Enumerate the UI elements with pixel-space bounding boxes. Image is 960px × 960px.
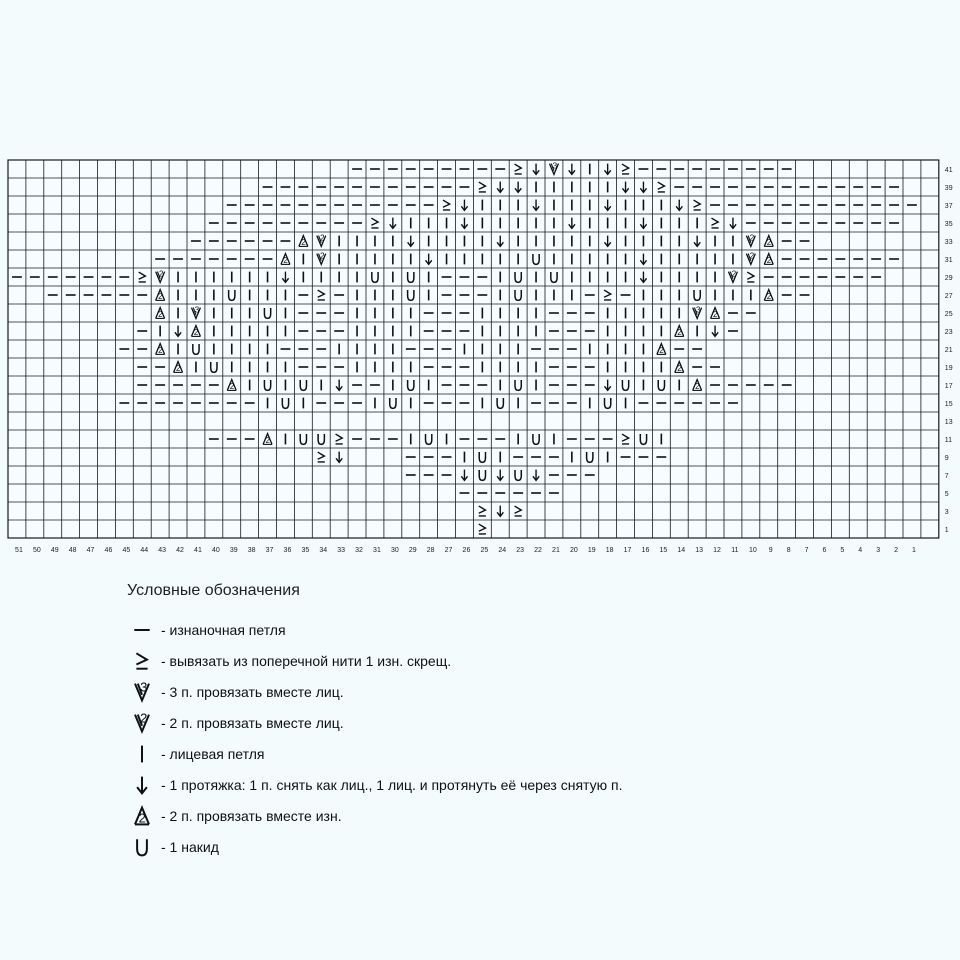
column-number: 11 (731, 547, 739, 554)
row-number: 21 (944, 347, 953, 354)
column-number: 25 (480, 547, 489, 554)
column-number: 22 (534, 547, 542, 554)
column-number: 36 (283, 547, 292, 554)
column-number: 14 (677, 547, 686, 554)
svg-text:2: 2 (695, 382, 700, 392)
column-number: 16 (641, 547, 650, 554)
column-number: 30 (390, 547, 399, 554)
legend-text: - вывязать из поперечной нити 1 изн. скрещ. (161, 652, 452, 669)
svg-text:2: 2 (158, 269, 164, 279)
column-number: 4 (858, 547, 863, 554)
column-number: 15 (659, 547, 668, 554)
svg-text:2: 2 (766, 238, 772, 248)
svg-text:2: 2 (140, 709, 148, 725)
row-number: 41 (944, 167, 953, 174)
legend-symbol (137, 839, 147, 855)
legend-text: - 1 протяжка: 1 п. снять как лиц., 1 лиц. и протянуть её через снятую п. (161, 776, 623, 793)
svg-text:2: 2 (229, 382, 235, 392)
legend-knit-icon (127, 739, 161, 769)
legend-symbol (135, 807, 149, 825)
svg-text:2: 2 (265, 436, 270, 446)
column-number: 32 (355, 547, 363, 554)
column-number: 13 (695, 547, 704, 554)
row-number: 11 (944, 437, 953, 444)
column-number: 26 (462, 547, 471, 554)
legend-item (127, 614, 622, 645)
column-number: 20 (569, 547, 578, 554)
row-number: 13 (944, 419, 953, 426)
column-number: 29 (408, 547, 417, 554)
legend-text: - изнаночная петля (161, 621, 286, 638)
svg-text:3: 3 (552, 161, 558, 171)
legend-knit-2-together-icon (127, 708, 161, 738)
row-number: 23 (944, 329, 953, 336)
legend-item (127, 676, 622, 707)
svg-text:2: 2 (176, 364, 181, 374)
svg-text:2: 2 (749, 251, 755, 261)
row-number: 7 (944, 473, 949, 480)
legend-symbol (135, 710, 149, 731)
column-number: 6 (822, 547, 827, 554)
column-number: 28 (426, 547, 435, 554)
svg-text:2: 2 (158, 346, 163, 356)
column-number: 35 (301, 547, 310, 554)
svg-text:2: 2 (158, 292, 163, 302)
legend-item (127, 769, 622, 800)
legend-symbol (136, 653, 147, 668)
row-number: 5 (944, 491, 949, 498)
column-number: 40 (211, 547, 220, 554)
column-number: 33 (337, 547, 346, 554)
legend-text: - 2 п. провязать вместе изн. (161, 807, 342, 824)
legend-text: - лицевая петля (161, 745, 265, 762)
row-number: 9 (944, 455, 949, 462)
legend-slip-knit-pass-icon (127, 770, 161, 800)
svg-text:2: 2 (301, 238, 306, 248)
svg-text:2: 2 (659, 346, 664, 356)
column-number: 48 (68, 547, 77, 554)
svg-text:3: 3 (140, 678, 148, 694)
column-number: 44 (140, 547, 149, 554)
row-number: 1 (944, 527, 949, 534)
row-number: 35 (944, 221, 953, 228)
column-number: 34 (319, 547, 328, 554)
svg-text:3: 3 (695, 305, 701, 315)
column-number: 23 (516, 547, 525, 554)
column-number: 47 (86, 547, 95, 554)
svg-text:2: 2 (766, 256, 772, 266)
legend-item (127, 800, 622, 831)
legend-item (127, 645, 622, 676)
legend-text: - 2 п. провязать вместе лиц. (161, 714, 344, 731)
legend-symbol (137, 776, 147, 793)
legend-yarn-over-icon (127, 832, 161, 862)
legend-text: - 3 п. провязать вместе лиц. (161, 683, 344, 700)
column-number: 39 (229, 547, 238, 554)
svg-text:2: 2 (320, 251, 325, 261)
svg-text:2: 2 (749, 233, 755, 243)
legend-make1-purl-twisted-icon (127, 646, 161, 676)
legend-list (127, 614, 622, 862)
row-number: 37 (944, 203, 953, 210)
column-number: 1 (911, 547, 916, 554)
legend-item (127, 707, 622, 738)
svg-text:2: 2 (731, 269, 737, 279)
svg-text:2: 2 (193, 328, 199, 338)
svg-text:2: 2 (138, 809, 146, 825)
column-number: 8 (786, 547, 791, 554)
column-number: 24 (498, 547, 507, 554)
row-number: 39 (944, 185, 953, 192)
legend (127, 578, 622, 862)
svg-text:2: 2 (677, 328, 682, 338)
column-number: 17 (623, 547, 632, 554)
svg-text:2: 2 (320, 233, 325, 243)
column-number: 38 (247, 547, 256, 554)
column-number: 21 (552, 547, 560, 554)
column-number: 43 (158, 547, 167, 554)
legend-purl-2-together-icon (127, 801, 161, 831)
column-number: 41 (194, 547, 202, 554)
svg-text:2: 2 (283, 256, 288, 266)
legend-symbol (135, 679, 149, 700)
svg-text:2: 2 (713, 310, 718, 320)
column-number: 10 (748, 547, 757, 554)
column-number: 7 (804, 547, 809, 554)
column-number: 3 (876, 547, 881, 554)
column-number: 12 (713, 547, 721, 554)
row-number: 29 (944, 275, 953, 282)
column-number: 51 (15, 547, 23, 554)
svg-text:2: 2 (158, 310, 163, 320)
row-number: 33 (944, 239, 953, 246)
row-number: 27 (944, 293, 953, 300)
column-number: 37 (265, 547, 274, 554)
legend-purl-icon (127, 615, 161, 645)
svg-text:3: 3 (194, 305, 200, 315)
column-number: 42 (176, 547, 184, 554)
legend-item (127, 738, 622, 769)
legend-knit-3-together-icon (127, 677, 161, 707)
row-number: 31 (944, 257, 953, 264)
row-number: 25 (944, 311, 953, 318)
column-number: 49 (50, 547, 59, 554)
legend-title: Условные обозначения (127, 582, 300, 599)
column-number: 45 (122, 547, 131, 554)
svg-text:2: 2 (766, 292, 772, 302)
column-number: 5 (840, 547, 845, 554)
legend-item (127, 831, 622, 862)
legend-text: - 1 накид (161, 838, 219, 855)
row-number: 3 (944, 509, 949, 516)
column-number: 19 (587, 547, 596, 554)
row-number: 15 (944, 401, 953, 408)
column-number: 27 (444, 547, 453, 554)
row-number: 19 (944, 365, 953, 372)
column-number: 50 (32, 547, 41, 554)
column-number: 2 (894, 547, 899, 554)
column-number: 18 (605, 547, 614, 554)
column-number: 9 (768, 547, 773, 554)
svg-text:2: 2 (677, 364, 682, 374)
column-number: 46 (104, 547, 113, 554)
column-number: 31 (373, 547, 381, 554)
row-number: 17 (944, 383, 953, 390)
